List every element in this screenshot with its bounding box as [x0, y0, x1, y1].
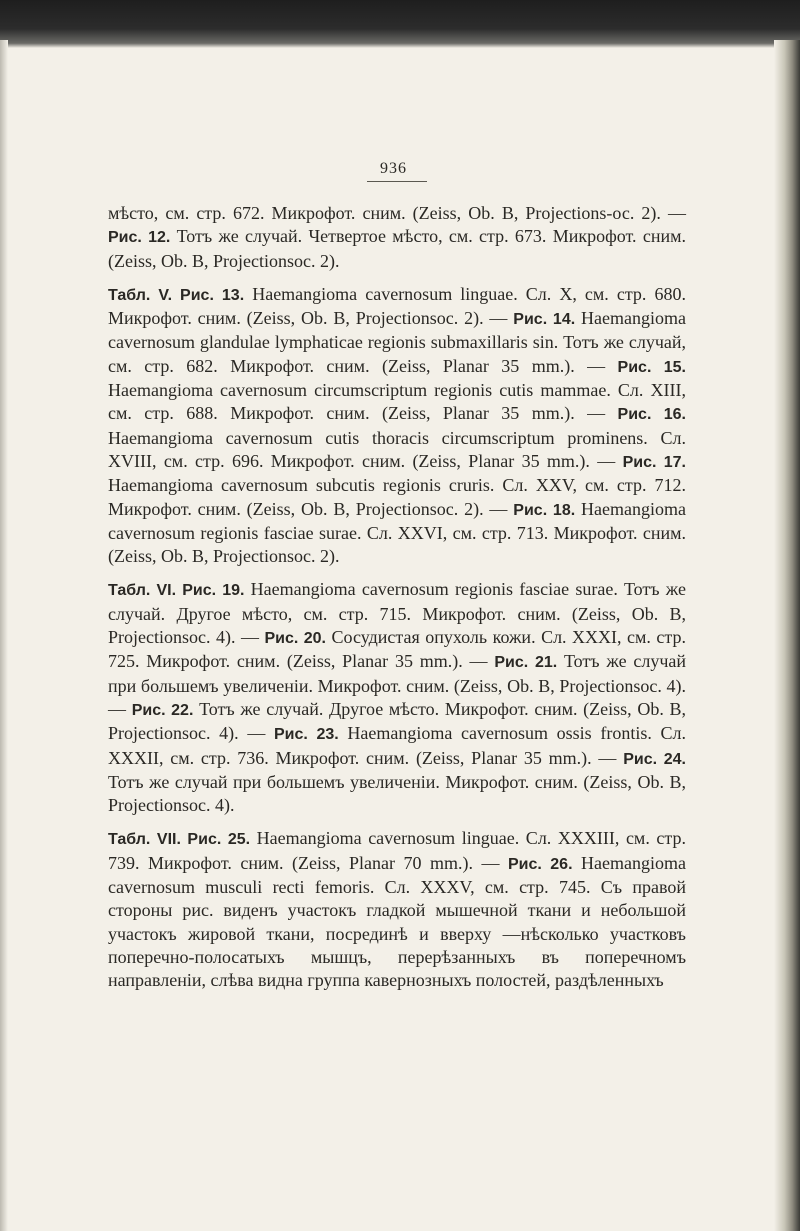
paragraph-text: Haemangioma cavernosum linguae. Сл. X, см. стр. 680. Микрофот. сним. (Zeiss, Ob. B, Projectionsoc. 2). —	[108, 283, 686, 329]
figure-reference: Рис. 26.	[507, 855, 573, 873]
paragraph-text: Тотъ же случай. Четвертое мѣсто, см. стр. 673. Микрофот. сним. (Zeiss, Ob. B, Projectionsoc. 2).	[108, 226, 686, 271]
scan-left-edge	[0, 40, 8, 1231]
figure-reference: Рис. 17.	[622, 453, 687, 471]
paragraph-text: Haemangioma cavernosum linguae. Сл. XXXIII, см. стр. 739. Микрофот. сним. (Zeiss, Planar 70 mm.). —	[108, 828, 686, 873]
figure-reference: Рис. 18.	[513, 501, 576, 519]
paragraph-text: Haemangioma cavernosum circumscriptum regionis cutis mammae. Сл. XIII, см. стр. 688. Микрофот. сним. (Zeiss, Planar 35 mm.). —	[108, 380, 686, 424]
figure-reference: Рис. 24.	[623, 750, 686, 768]
paragraph-text: Haemangioma cavernosum regionis fasciae surae. Сл. XXVI, см. стр. 713. Микрофот. сним. (Zeiss, Ob. B, Projectionsoc. 2).	[108, 498, 687, 567]
paragraph	[108, 202, 686, 273]
paragraph-text: Haemangioma cavernosum glandulae lymphaticae regionis submaxillaris sin. Тотъ же случай, см. стр. 682. Микрофот. сним. (Zeiss, Planar 35 mm.). —	[108, 308, 687, 376]
figure-reference: Рис. 15.	[617, 358, 686, 376]
page-number: 936	[380, 160, 407, 177]
paragraph-text: мѣсто, см. стр. 672. Микрофот. сним. (Zeiss, Ob. B, Projections-ос. 2). —	[108, 203, 686, 223]
scan-top-shadow	[0, 0, 800, 48]
paragraph-text: Haemangioma cavernosum musculi recti femoris. Сл. XXXV, см. стр. 745. Съ правой стороны рис. виденъ участокъ гладкой мышечной ткани и небольшой участокъ жировой ткани, посрединѣ и вверху —нѣсколько участковъ поперечно-полосатыхъ мышцъ, перерѣзанныхъ въ поперечномъ направленіи, слѣва видна группа кавернозныхъ полостей, раздѣленныхъ	[108, 852, 686, 991]
paragraph-text: Haemangioma cavernosum cutis thoracis circumscriptum prominens. Сл. XVIII, см. стр. 696. Микрофот. сним. (Zeiss, Planar 35 mm.). —	[108, 427, 686, 471]
figure-reference: Табл. V. Рис. 13.	[108, 286, 245, 304]
figure-reference: Рис. 16.	[617, 406, 686, 424]
paragraph-text: Haemangioma cavernosum regionis fasciae surae. Тотъ же случай. Другое мѣсто, см. стр. 715. Микрофот. сним. (Zeiss, Ob. B, Projectionsoc. 4). —	[108, 579, 686, 648]
paragraph	[108, 578, 686, 817]
paragraph-text: Тотъ же случай. Другое мѣсто. Микрофот. сним. (Zeiss, Ob. B, Projectionsoc. 4). —	[108, 698, 687, 744]
figure-reference: Рис. 21.	[494, 654, 558, 672]
figure-reference: Табл. VII. Рис. 25.	[108, 831, 251, 849]
paragraph	[108, 827, 686, 992]
figure-reference: Табл. VI. Рис. 19.	[108, 582, 245, 600]
page-text	[108, 202, 686, 993]
figure-reference: Рис. 20.	[264, 630, 327, 648]
figure-reference: Рис. 14.	[513, 311, 576, 329]
figure-reference: Рис. 12.	[108, 229, 171, 247]
paragraph-text: Тотъ же случай при большемъ увеличеніи. Микрофот. сним. (Zeiss, Ob. B, Projectionsoc. 4).	[108, 771, 686, 816]
page-number-underline	[367, 181, 427, 182]
paragraph-text: Тотъ же случай при большемъ увеличеніи. Микрофот. сним. (Zeiss, Ob. B, Projectionsoc. 4). —	[108, 651, 686, 719]
paragraph-text: Сосудистая опухоль кожи. Сл. XXXI, см. стр. 725. Микрофот. сним. (Zeiss, Planar 35 mm.). —	[108, 627, 686, 672]
figure-reference: Рис. 23.	[274, 726, 339, 744]
paragraph	[108, 283, 686, 569]
scan-right-edge	[774, 40, 800, 1231]
paragraph-text: Haemangioma cavernosum ossis frontis. Сл. XXXII, см. стр. 736. Микрофот. сним. (Zeiss, Planar 35 mm.). —	[108, 723, 686, 768]
paragraph-text: Haemangioma cavernosum subcutis regionis cruris. Сл. XXV, см. стр. 712. Микрофот. сним. (Zeiss, Ob. B, Projectionsoc. 2). —	[108, 475, 686, 519]
figure-reference: Рис. 22.	[131, 701, 194, 719]
